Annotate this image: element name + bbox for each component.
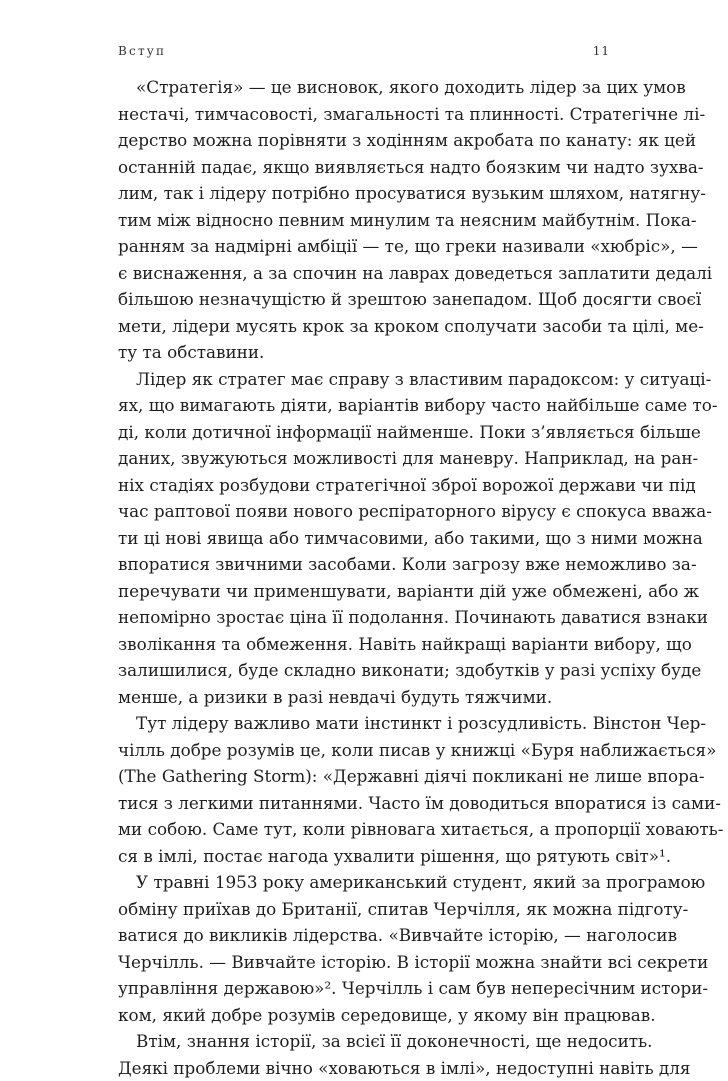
body-text <box>118 74 612 1081</box>
text-line: даних, звужуються можливості для маневру. Наприклад, на ран- <box>118 445 612 472</box>
text-line: ранням за надмірні амбіції — те, що греки називали «хюбріс», — <box>118 233 612 260</box>
text-line: останній падає, якщо виявляється надто боязким чи надто зухва- <box>118 154 612 181</box>
text-line: обміну приїхав до Британії, спитав Черчілля, як можна підготу- <box>118 896 612 923</box>
text-line: ту та обставини. <box>118 339 612 366</box>
text-line: нестачі, тимчасовості, змагальності та плинності. Стратегічне лі- <box>118 101 612 128</box>
text-line: менше, а ризики в разі невдачі будуть тяжчими. <box>118 684 612 711</box>
text-line: Втім, знання історії, за всієї її доконечності, ще недосить. <box>118 1028 612 1055</box>
text-line: тися з легкими питаннями. Часто їм доводиться впоратися із сами- <box>118 790 612 817</box>
running-header <box>118 44 610 58</box>
text-line: мети, лідери мусять крок за кроком сполучати засоби та цілі, ме- <box>118 313 612 340</box>
text-line: (The Gathering Storm): «Державні діячі покликані не лише впора- <box>118 763 612 790</box>
text-line: «Стратегія» — це висновок, якого доходить лідер за цих умов <box>118 74 612 101</box>
section-title: Вступ <box>118 44 166 58</box>
text-line: Черчілль. — Вивчайте історію. В історії можна знайти всі секрети <box>118 949 612 976</box>
text-line: Лідер як стратег має справу з властивим парадоксом: у ситуаці- <box>118 366 612 393</box>
text-line: Тут лідеру важливо мати інстинкт і розсудливість. Вінстон Чер- <box>118 710 612 737</box>
text-line: ніх стадіях розбудови стратегічної зброї ворожої держави чи під <box>118 472 612 499</box>
text-line: ватися до викликів лідерства. «Вивчайте історію, — наголосив <box>118 922 612 949</box>
text-line: дерство можна порівняти з ходінням акробата по канату: як цей <box>118 127 612 154</box>
text-line: ся в імлі, постає нагода ухвалити рішення, що рятують світ»¹. <box>118 843 612 870</box>
page-number: 11 <box>593 44 610 58</box>
text-line: час раптової появи нового респіраторного вірусу є спокуса вважа- <box>118 498 612 525</box>
text-line: ях, що вимагають діяти, варіантів вибору часто найбільше саме то- <box>118 392 612 419</box>
text-line: лим, так і лідеру потрібно просуватися вузьким шляхом, натягну- <box>118 180 612 207</box>
text-line: перечувати чи применшувати, варіанти дій уже обмежені, або ж <box>118 578 612 605</box>
text-line: чілль добре розумів це, коли писав у книжці «Буря наближається» <box>118 737 612 764</box>
text-line: У травні 1953 року американський студент, який за програмою <box>118 869 612 896</box>
text-line: ді, коли дотичної інформації найменше. Поки з’являється більше <box>118 419 612 446</box>
text-line: ком, який добре розумів середовище, у якому він працював. <box>118 1002 612 1029</box>
text-line: є виснаження, а за спочин на лаврах доведеться заплатити дедалі <box>118 260 612 287</box>
text-line: непомірно зростає ціна її подолання. Починають даватися взнаки <box>118 604 612 631</box>
text-line: ми собою. Саме тут, коли рівновага хитається, а пропорції ховають- <box>118 816 612 843</box>
text-line: Деякі проблеми вічно «ховаються в імлі», недоступні навіть для <box>118 1055 612 1081</box>
text-line: зволікання та обмеження. Навіть найкращі варіанти вибору, що <box>118 631 612 658</box>
text-line: впоратися звичними засобами. Коли загрозу вже неможливо за- <box>118 551 612 578</box>
text-line: тим між відносно певним минулим та неясним майбутнім. Пока- <box>118 207 612 234</box>
text-line: управління державою»². Черчілль і сам був непересічним истори- <box>118 975 612 1002</box>
text-line: залишилися, буде складно виконати; здобутків у разі успіху буде <box>118 657 612 684</box>
text-line: більшою незначущістю й зрештою занепадом. Щоб досягти своєї <box>118 286 612 313</box>
text-line: ти ці нові явища або тимчасовими, або такими, що з ними можна <box>118 525 612 552</box>
